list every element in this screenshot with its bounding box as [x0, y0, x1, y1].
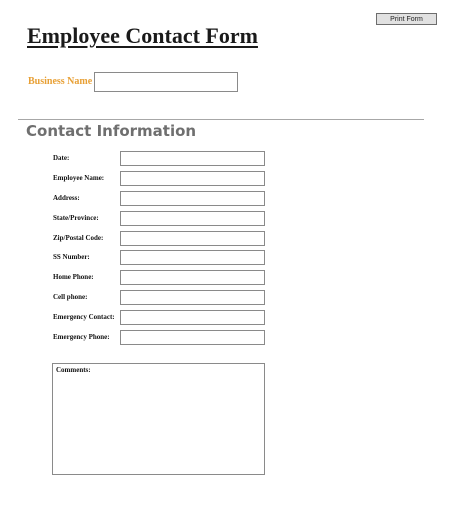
emergency-phone-input[interactable] [120, 330, 265, 345]
field-row-emergency-contact [0, 310, 450, 326]
ss-number-input[interactable] [120, 250, 265, 265]
date-label: Date: [53, 154, 70, 162]
home-phone-input[interactable] [120, 270, 265, 285]
date-input[interactable] [120, 151, 265, 166]
employee-name-label: Employee Name: [53, 174, 105, 182]
employee-name-input[interactable] [120, 171, 265, 186]
home-phone-label: Home Phone: [53, 273, 94, 281]
emergency-contact-input[interactable] [120, 310, 265, 325]
field-row-cell-phone [0, 290, 450, 306]
field-row-home-phone [0, 270, 450, 286]
section-title-contact-information: Contact Information [26, 122, 197, 140]
business-name-input[interactable] [94, 72, 238, 92]
field-row-ss-number [0, 250, 450, 266]
address-label: Address: [53, 194, 80, 202]
comments-textarea[interactable] [52, 363, 265, 475]
section-divider [18, 119, 424, 120]
state-province-label: State/Province: [53, 214, 99, 222]
form-title: Employee Contact Form [27, 23, 258, 48]
state-province-input[interactable] [120, 211, 265, 226]
field-row-zip-postal-code [0, 231, 450, 247]
emergency-phone-label: Emergency Phone: [53, 333, 110, 341]
cell-phone-input[interactable] [120, 290, 265, 305]
cell-phone-label: Cell phone: [53, 293, 88, 301]
zip-postal-code-label: Zip/Postal Code: [53, 234, 104, 242]
business-name-label: Business Name [28, 76, 93, 87]
print-form-button[interactable]: Print Form [376, 13, 437, 25]
zip-postal-code-input[interactable] [120, 231, 265, 246]
field-row-address [0, 191, 450, 207]
field-row-date [0, 151, 450, 167]
address-input[interactable] [120, 191, 265, 206]
field-row-state-province [0, 211, 450, 227]
ss-number-label: SS Number: [53, 253, 90, 261]
emergency-contact-label: Emergency Contact: [53, 313, 115, 321]
field-row-emergency-phone [0, 330, 450, 346]
comments-label: Comments: [56, 366, 91, 374]
field-row-employee-name [0, 171, 450, 187]
